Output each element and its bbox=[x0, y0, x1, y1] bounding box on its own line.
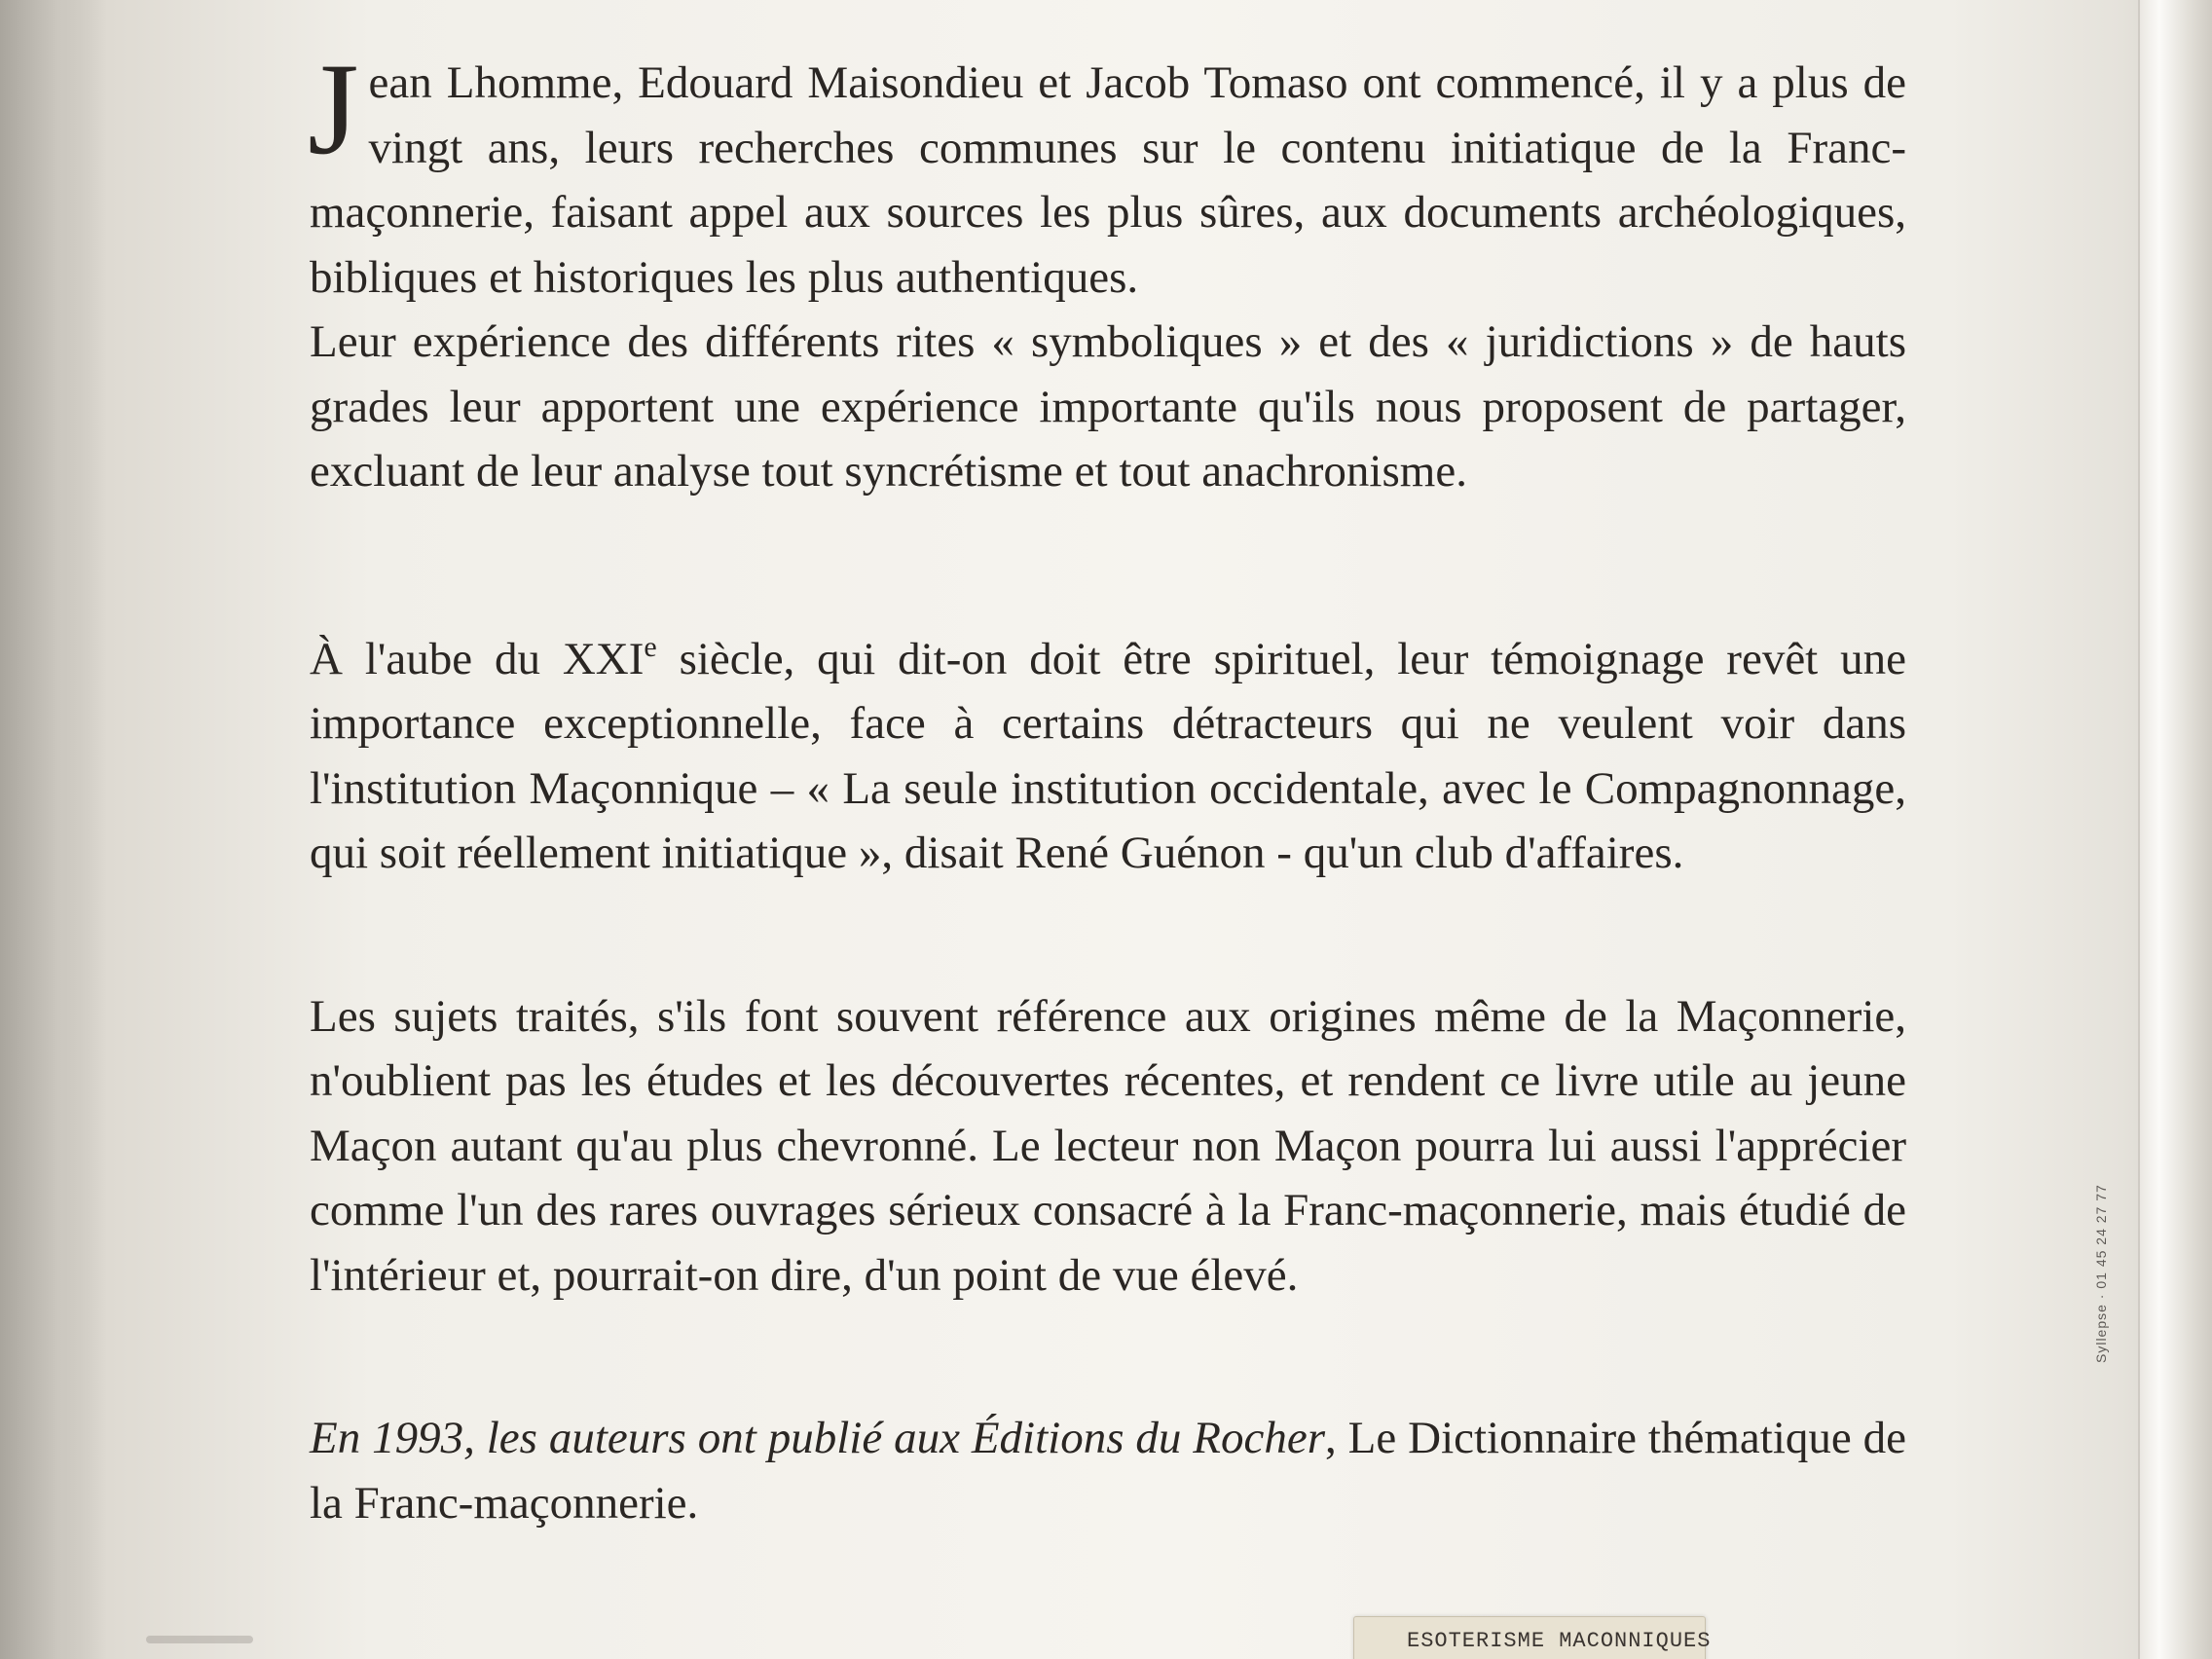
right-cover-edge bbox=[2140, 0, 2212, 1659]
paragraph-previous-work bbox=[310, 1406, 1906, 1535]
drop-cap: J bbox=[308, 37, 359, 182]
back-cover-text bbox=[308, 37, 1906, 1535]
paragraph-xxi-start: À l'aube du XXI bbox=[310, 633, 645, 684]
paragraph-xxi-century bbox=[310, 627, 1906, 886]
paragraph-intro-text: ean Lhomme, Edouard Maisondieu et Jacob Tomaso ont commencé, il y a plus de vingt ans, leurs recherches communes sur le contenu initiatique de la Franc-maçonnerie, faisant appel aux sources les plus sûres, aux documents archéologiques, bibliques et historiques les plus authentiques. bbox=[310, 57, 1906, 303]
library-sticker-text: ESOTERISME MACONNIQUES bbox=[1407, 1629, 1712, 1653]
paragraph-experience: Leur expérience des différents rites « symboliques » et des « juridictions » de hauts grades leur apportent une expérience importante qu'ils nous proposent de partager, excluant de leur analyse tout syncrétisme et tout anachronisme. bbox=[310, 316, 1906, 497]
paragraph-subjects: Les sujets traités, s'ils font souvent référence aux origines même de la Maçonnerie, n'oublient pas les études et les découvertes récentes, et rendent ce livre utile au jeune Maçon autant qu'au plus chevronné. Le lecteur non Maçon pourra lui aussi l'apprécier comme l'un des rares ouvrages sérieux consacré à la Franc-maçonnerie, mais étudié de l'intérieur et, pourrait-on dire, d'un point de vue élevé. bbox=[310, 990, 1906, 1301]
paragraph-xxi-rest: siècle, qui dit-on doit être spirituel, leur témoignage revêt une importance exceptionnelle, face à certains détracteurs qui ne veulent voir dans l'institution Maçonnique – « La seule institution occidentale, avec le Compagnonnage, qui soit réellement initiatique », disait René Guénon - qu'un club d'affaires. bbox=[310, 633, 1906, 878]
library-sticker bbox=[1353, 1616, 1712, 1659]
side-printer-credit: Syllepse · 01 45 24 27 77 bbox=[2093, 1184, 2109, 1363]
left-edge-shadow bbox=[0, 0, 107, 1659]
ordinal-suffix: e bbox=[644, 630, 657, 663]
previous-work-italic: En 1993, les auteurs ont publié aux Éditions du Rocher bbox=[310, 1413, 1326, 1463]
paragraph-intro bbox=[308, 37, 1906, 310]
bottom-smudge bbox=[146, 1636, 253, 1643]
previous-work-title: , Le Dictionnaire thématique de la Franc-maçonnerie. bbox=[310, 1413, 1906, 1529]
